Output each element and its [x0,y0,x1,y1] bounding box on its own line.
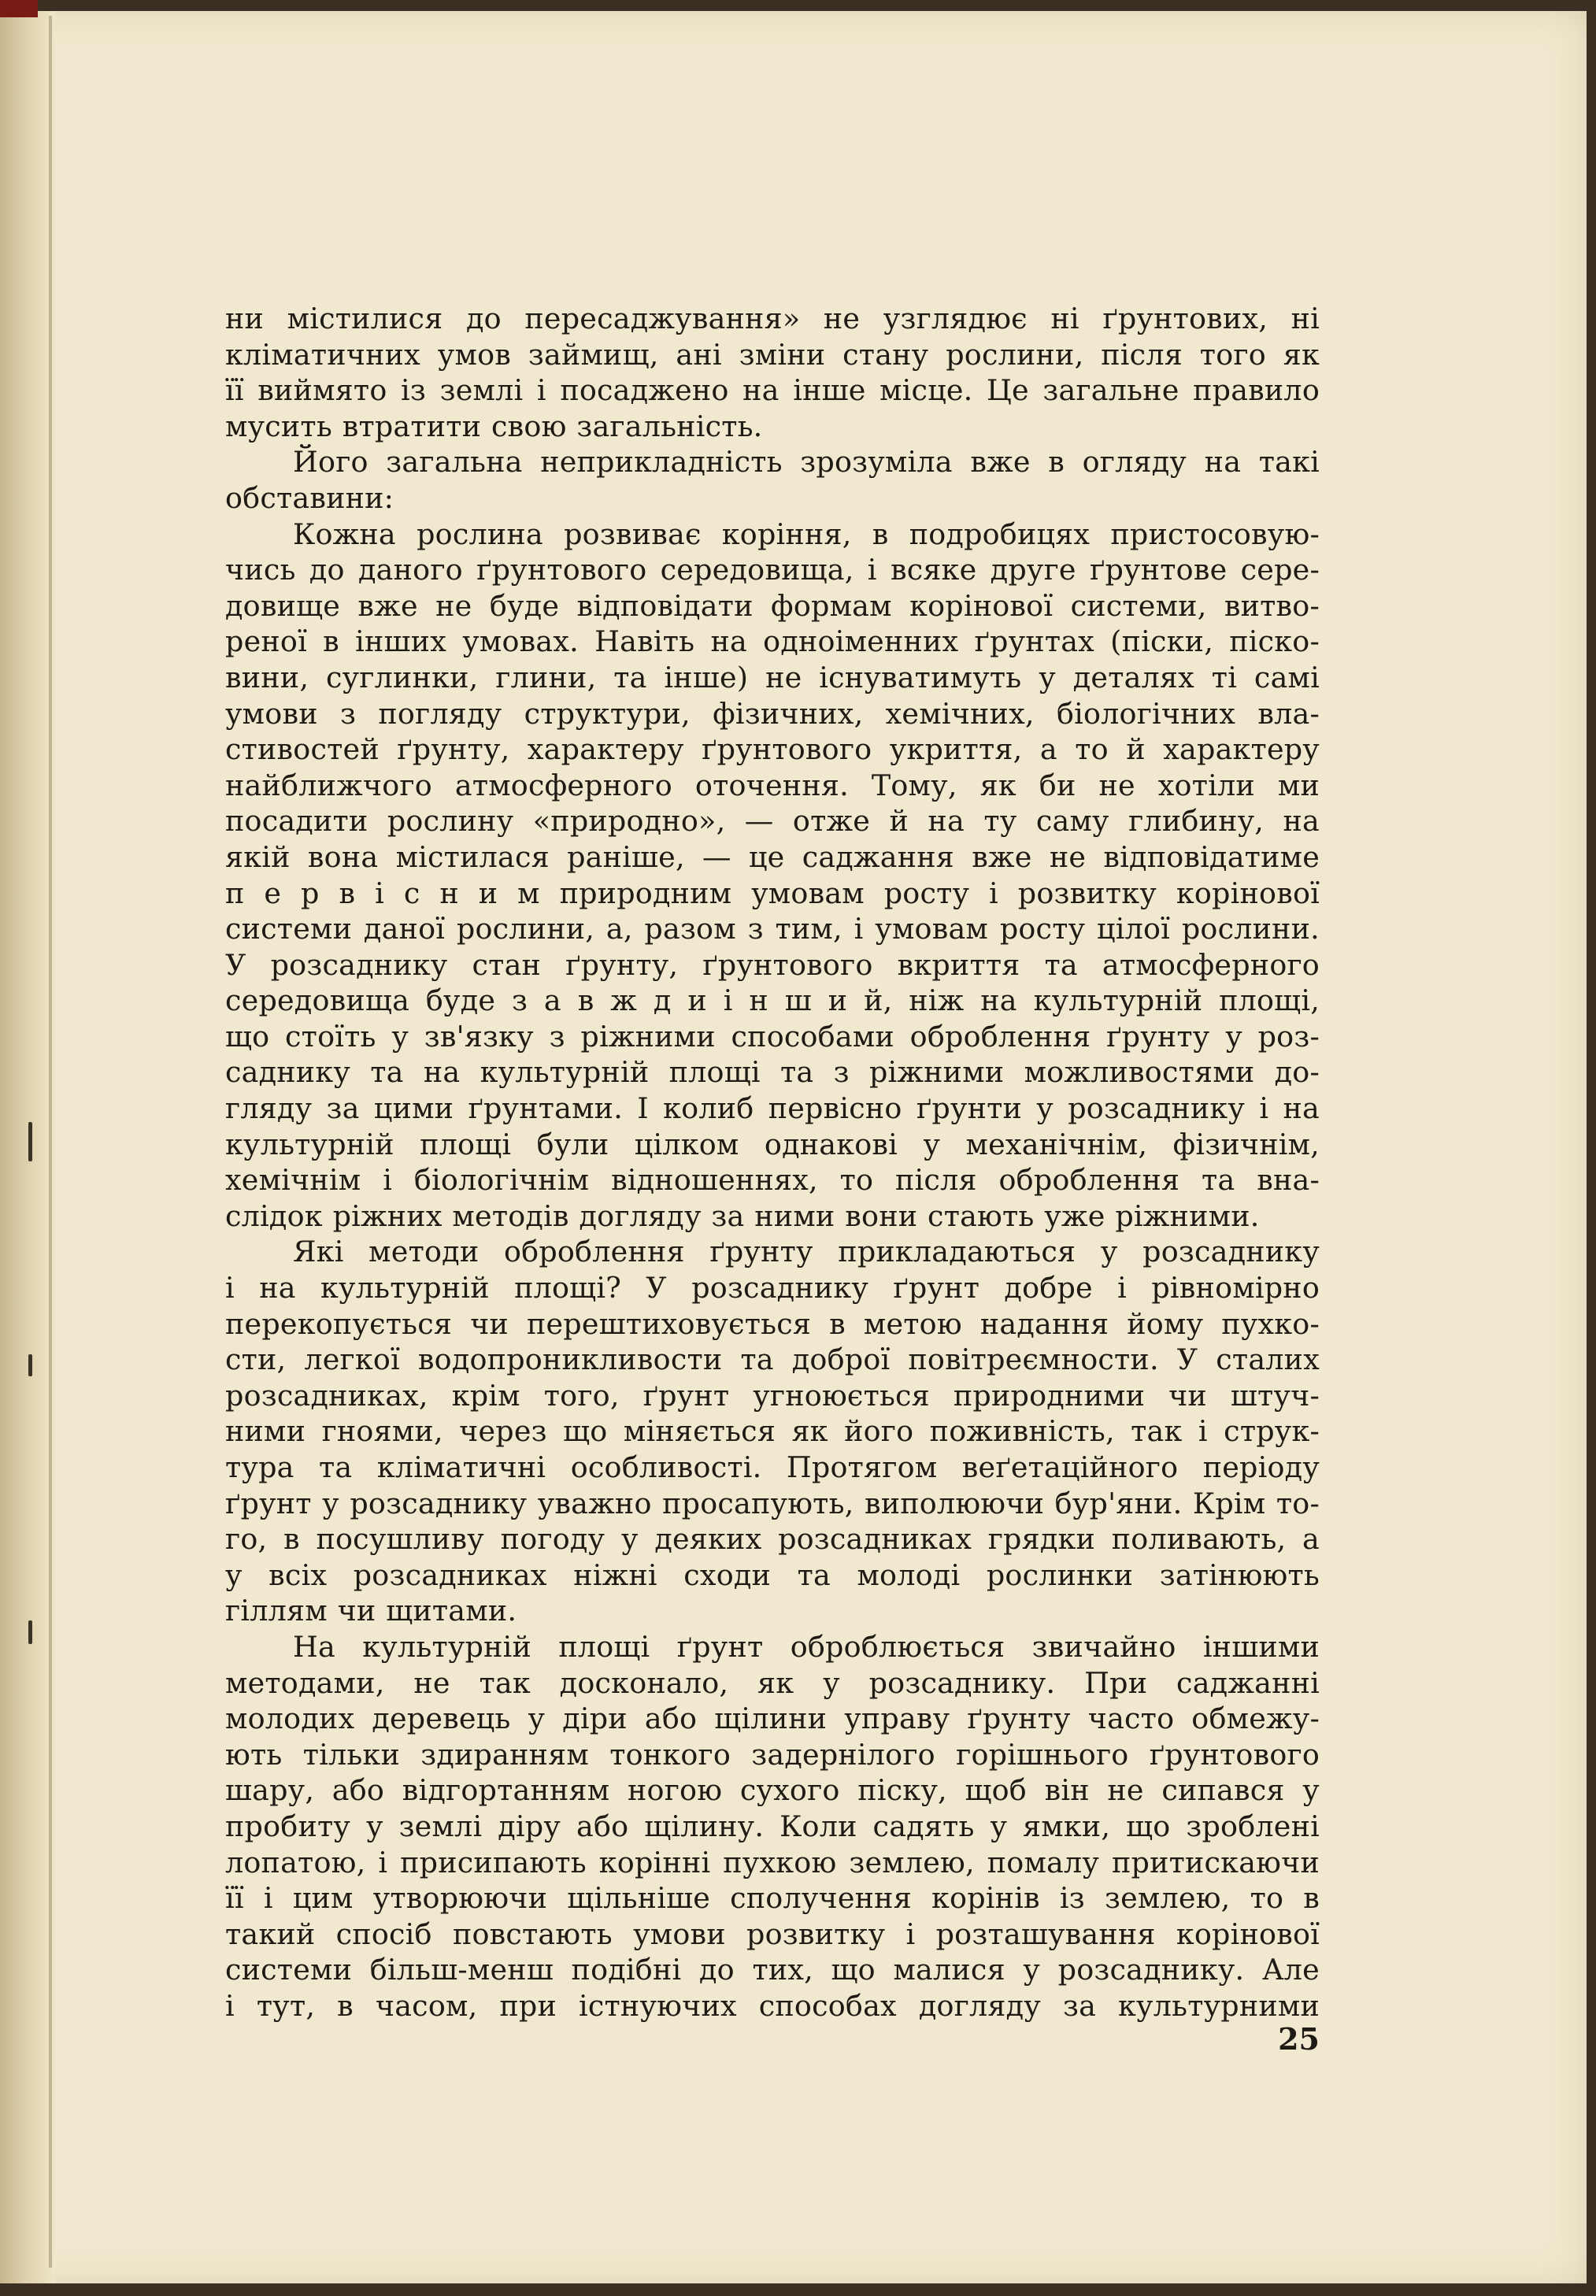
text-line: пробиту у землі діру або щілину. Коли садять у ямки, що зроблені [225,1809,1320,1843]
text-line: гляду за цими ґрунтами. І колиб первісно ґрунти у розсаднику і на [225,1091,1320,1126]
text-line: і тут, в часом, при істнуючих способах догляду за культурними [225,1988,1320,2023]
text-line: хемічнім і біологічнім відношеннях, то після оброблення та вна- [225,1163,1320,1198]
text-line: перекопується чи перештиховується в метою надання йому пухко- [225,1306,1320,1341]
scan-border-top [0,0,1596,11]
text-line: У розсаднику стан ґрунту, ґрунтового вкриття та атмосферного [225,947,1320,982]
text-line: середовища буде з а в ж д и і н ш и й, ніж на культурній площі, [225,983,1320,1018]
text-line: такий спосіб повстають умови розвитку і розташування корінової [225,1916,1320,1951]
text-line: посадити рослину «природно», — отже й на ту саму глибину, на [225,804,1320,839]
text-line: ють тільки здиранням тонкого задернілого горішнього ґрунтового [225,1737,1320,1772]
text-line: методами, не так досконало, як у розсаднику. При саджанні [225,1665,1320,1700]
text-line: стивостей ґрунту, характеру ґрунтового укриття, а то й характеру [225,732,1320,767]
text-line: мусить втратити свою загальність. [225,409,763,443]
text-line: молодих деревець у діри або щілини управу ґрунту часто обмежу- [225,1702,1320,1736]
text-line: слідок ріжних методів догляду за ними вони стають уже ріжними. [225,1198,1260,1233]
page-number: 25 [1278,2021,1320,2057]
scan-border-bottom [0,2283,1596,2296]
text-line: п е р в і с н и м природним умовам росту і розвитку корінової [225,876,1320,910]
text-line: го, в посушливу погоду у деяких розсадниках грядки поливають, а [225,1522,1320,1557]
text-line: системи даної рослини, а, разом з тим, і умовам росту цілої рослини. [225,912,1320,946]
text-line: ни містилися до пересаджування» не узглядює ні ґрунтових, ні [225,302,1320,335]
text-line: вини, суглинки, глини, та інше) не існуватимуть у деталях ті самі [225,660,1320,694]
scan-border-right [1587,0,1596,2296]
text-line: системи більш-менш подібні до тих, що малися у розсаднику. Але [225,1953,1320,1987]
text-line: Кожна рослина розвиває коріння, в подробицях пристосовую- [293,517,1320,551]
text-line: довище вже не буде відповідати формам корінової системи, витво- [225,588,1320,623]
margin-mark [28,1620,32,1644]
text-line: і на культурній площі? У розсаднику ґрунт добре і рівномірно [225,1271,1320,1305]
text-line: умови з погляду структури, фізичних, хемічних, біологічних вла- [225,696,1320,731]
text-line: обставини: [225,480,394,515]
text-line: що стоїть у зв'язку з ріжними способами оброблення ґрунту у роз- [225,1019,1320,1054]
text-line: сти, легкої водопроникливости та доброї повітреємности. У сталих [225,1342,1320,1377]
text-line: кліматичних умов займищ, ані зміни стану рослини, після того як [225,337,1320,372]
text-line: Його загальна неприкладність зрозуміла вже в огляду на такі [293,445,1320,480]
text-line: реної в інших умовах. Навіть на одноіменних ґрунтах (піски, піско- [225,624,1320,659]
margin-mark [28,1122,32,1161]
text-line: саднику та на культурній площі та з ріжними можливостями до- [225,1055,1320,1090]
text-line: шару, або відгортанням ногою сухого піску, щоб він не сипався у [225,1773,1320,1808]
page-gutter-shadow [0,0,55,2296]
text-line: чись до даного ґрунтового середовища, і всяке друге ґрунтове сере- [225,553,1320,587]
margin-mark [28,1354,32,1376]
text-line: тура та кліматичні особливості. Протягом веґетаційного періоду [225,1450,1320,1484]
body-text [225,301,1320,2024]
text-line: ними гноями, через що міняється як його поживність, так і струк- [225,1414,1320,1449]
scan-corner-mark [0,0,38,17]
text-line: її виймято із землі і посаджено на інше місце. Це загальне правило [225,373,1320,408]
text-line: Які методи оброблення ґрунту прикладаються у розсаднику [293,1235,1320,1269]
text-line: найближчого атмосферного оточення. Тому, як би не хотіли ми [225,768,1320,802]
spine-line [49,16,52,2268]
text-line: якій вона містилася раніше, — це саджання вже не відповідатиме [225,839,1320,874]
text-line: розсадниках, крім того, ґрунт угноюється природними чи штуч- [225,1378,1320,1413]
text-line: На культурній площі ґрунт оброблюється звичайно іншими [293,1629,1320,1664]
text-line: її і цим утворюючи щільніше сполучення корінів із землею, то в [225,1881,1320,1916]
text-line: культурній площі були цілком однакові у механічнім, фізичнім, [225,1127,1320,1161]
text-line: у всіх розсадниках ніжні сходи та молоді рослинки затінюють [225,1557,1320,1592]
text-line: лопатою, і присипають корінні пухкою землею, помалу притискаючи [225,1845,1320,1879]
text-line: гіллям чи щитами. [225,1594,517,1628]
text-line: ґрунт у розсаднику уважно просапують, виполюючи бур'яни. Крім то- [225,1486,1320,1520]
